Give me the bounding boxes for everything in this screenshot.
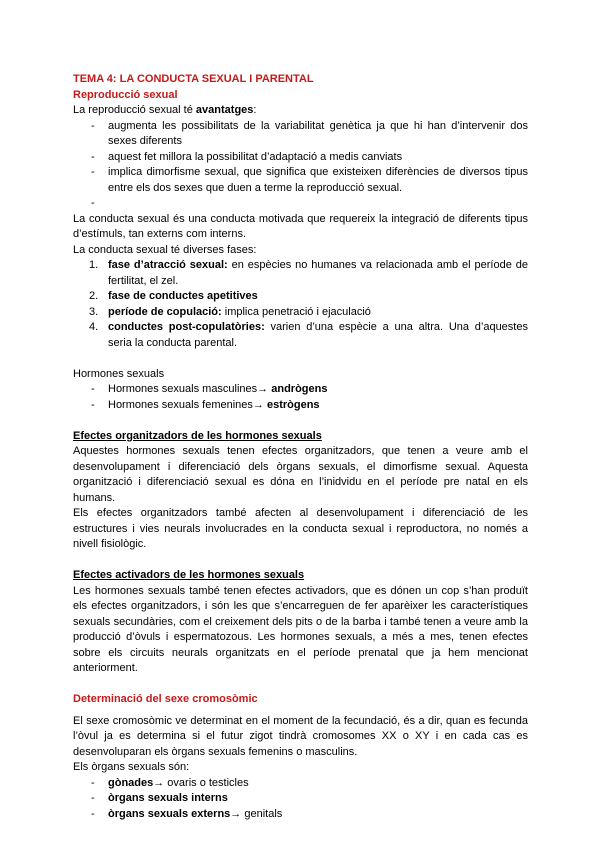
list-item bbox=[73, 807, 528, 823]
list-number: 3. bbox=[89, 305, 99, 318]
spacer bbox=[73, 413, 528, 429]
paragraph: Els efectes organitzadors també afecten al desenvolupament i diferenciació de les estructures i vies neurals involucrades en la conducta sexual i reproductora, no només a nivell fisiològic. bbox=[73, 507, 528, 550]
phase-text: varien d’una espècie a una altra. Una d’aquestes seria la conducta parental. bbox=[108, 321, 528, 349]
hormones-label: Hormones sexuals bbox=[73, 367, 165, 380]
paragraph: La conducta sexual té diverses fases: bbox=[73, 243, 257, 256]
organ-text: → ovaris o testicles bbox=[153, 776, 249, 789]
section-heading-organizing: Efectes organitzadors de les hormones sexuals bbox=[73, 429, 322, 442]
advantages-list bbox=[73, 119, 528, 212]
spacer bbox=[73, 351, 528, 367]
hormone-text: Hormones sexuals masculines→ bbox=[108, 383, 272, 395]
list-item bbox=[73, 382, 528, 398]
hormone-text: Hormones sexuals femenines→ bbox=[108, 398, 267, 411]
intro-paragraph bbox=[73, 103, 528, 119]
list-item bbox=[73, 398, 528, 414]
spacer bbox=[73, 553, 528, 569]
list-item bbox=[73, 776, 528, 792]
document-title: TEMA 4: LA CONDUCTA SEXUAL I PARENTAL bbox=[73, 73, 314, 85]
section-heading-chromosomal: Determinació del sexe cromosòmic bbox=[73, 693, 258, 705]
paragraph: Les hormones sexuals també tenen efectes activadors, que es dónen un cop s’han produït els efectes organitzadors, i són les que s’encarreguen de fer aparèixer les característiques sexuals secundàries, com el creixement dels pits o de la barba i també tenen a veure amb la producció d’òvuls i espermatozous. Les hormones sexuals, a més a mes, tenen efectes sobre els circuits neurals organitzats en el període prenatal que ja hem mencionat anteriorment. bbox=[73, 584, 528, 674]
phase-text: en espècies no humanes va relacionada amb el període de fertilitat, el zel. bbox=[108, 259, 528, 287]
phases-list bbox=[73, 258, 528, 351]
spacer bbox=[73, 677, 528, 693]
section-heading-reproduction: Reproducció sexual bbox=[73, 88, 178, 101]
document-content bbox=[73, 72, 528, 822]
list-item: - implica dimorfisme sexual, que significa que existeixen diferències de diversos tipus entre els dos sexes que duen a terme la reproducció sexual. bbox=[73, 165, 528, 196]
phase-term: període de copulació: bbox=[108, 305, 222, 318]
list-number: 2. bbox=[89, 290, 99, 302]
phase-term: conductes post-copulatòries: bbox=[108, 321, 265, 333]
intro-bold: avantatges bbox=[195, 104, 254, 116]
phase-term: fase d’atracció sexual: bbox=[108, 259, 228, 271]
phase-term: fase de conductes apetitives bbox=[108, 290, 258, 302]
paragraph: La conducta sexual és una conducta motivada que requereix la integració de diferents tipus d’estímuls, tan externs com interns. bbox=[73, 212, 528, 240]
list-item bbox=[73, 305, 528, 321]
list-item bbox=[73, 258, 528, 289]
organ-term: òrgans sexuals interns bbox=[108, 792, 228, 804]
list-item bbox=[73, 289, 528, 305]
list-item: - augmenta les possibilitats de la variabilitat genètica ja que hi han d’intervenir dos sexes diferents bbox=[73, 119, 528, 150]
organs-list bbox=[73, 776, 528, 823]
list-item bbox=[73, 196, 528, 212]
list-number: 1. bbox=[89, 259, 99, 271]
organ-term: gònades bbox=[108, 776, 154, 789]
organ-text: → genitals bbox=[230, 807, 283, 820]
paragraph: Els òrgans sexuals són: bbox=[73, 761, 190, 773]
intro-prefix: La reproducció sexual té bbox=[73, 104, 196, 116]
list-item: - aquest fet millora la possibilitat d’adaptació a medis canviats bbox=[73, 150, 528, 166]
paragraph: Aquestes hormones sexuals tenen efectes organitzadors, que tenen a veure amb el desenvolupament i diferenciació dels òrgans sexuals, el dimorfisme sexual. Aquesta organització i diferenciació sexual es dóna en l’inidvidu en el període pre natal en els humans. bbox=[73, 445, 528, 504]
list-number: 4. bbox=[89, 321, 99, 333]
organ-term: òrgans sexuals externs bbox=[108, 807, 231, 820]
phase-text: implica penetració i ejaculació bbox=[221, 305, 371, 318]
hormones-list bbox=[73, 382, 528, 413]
intro-suffix: : bbox=[253, 104, 257, 116]
section-heading-activating: Efectes activadors de les hormones sexuals bbox=[73, 569, 305, 581]
list-item bbox=[73, 791, 528, 807]
hormone-term: estrògens bbox=[266, 398, 320, 411]
hormone-term: andrògens bbox=[271, 383, 328, 395]
list-item bbox=[73, 320, 528, 351]
paragraph: El sexe cromosòmic ve determinat en el moment de la fecundació, és a dir, quan es fecunda l’òvul ja es determina si el futur zigot tindrà cromosomes XX o XY i en cada cas es desenvoluparan els òrgans sexuals femenins o masculins. bbox=[73, 714, 528, 758]
